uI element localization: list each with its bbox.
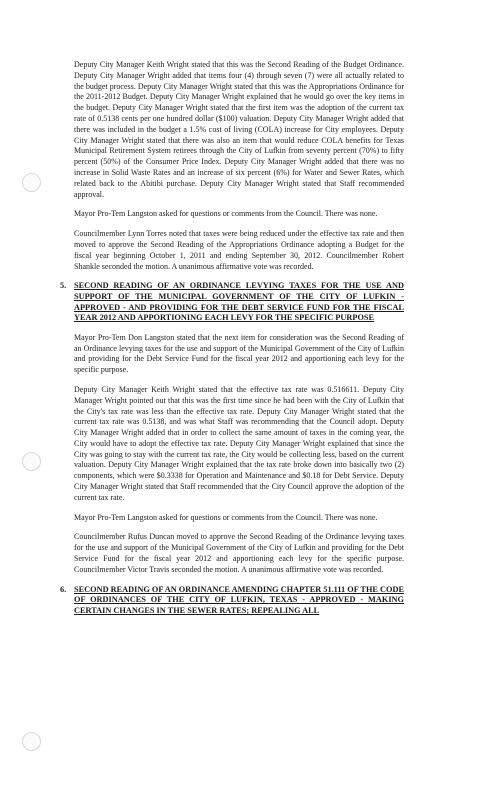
document-page: [60, 60, 404, 625]
paragraph-council-questions: Mayor Pro-Tem Langston asked for questions or comments from the Council. There was none.: [74, 209, 378, 219]
paragraph-council-questions: Mayor Pro-Tem Langston asked for questions or comments from the Council. There was none.: [74, 512, 378, 522]
item-heading: SECOND READING OF AN ORDINANCE AMENDING CHAPTER 51.111 OF THE CODE OF ORDINANCES OF THE CITY OF LUFKIN, TEXAS - APPROVED - MAKING CERTAIN CHANGES IN THE SEWER RATES; REPEALING ALL: [74, 584, 404, 615]
item-number: 5.: [60, 281, 67, 291]
paragraph-tax-levy-intro: Mayor Pro-Tem Don Langston stated that the next item for consideration was the Second Reading of an Ordinance levying taxes for the use and support of the Municipal Government of the City of Lufkin and providing for the Debt Service Fund for the fiscal year 2012 and apportioning each levy for the specific purpose.: [74, 332, 404, 375]
binder-hole: [22, 173, 41, 192]
agenda-item-5: [60, 281, 404, 323]
paragraph-motion-tax-levy: Councilmember Rufus Duncan moved to approve the Second Reading of the Ordinance levying taxes for the use and support of the Municipal Government of the City of Lufkin and providing for the Debt Service Fund for the fiscal year 2012 and apportioning each levy for the specific purpose. Councilmember Victor Travis seconded the motion. A unanimous affirmative vote was recorded.: [74, 532, 404, 574]
paragraph-tax-rate-explanation: Deputy City Manager Keith Wright stated that the effective tax rate was 0.516611. Deputy City Manager Wright pointed out that this was the first time since he had been with the City of Lufkin that the City's tax rate was less than the effective tax rate. Deputy City Manager Wright stated that the current tax rate was 0.5138, and was what Staff was recommending that the Council adopt. Deputy City Manager Wright added that in order to collect the same amount of taxes in the coming year, the City would have to adopt the effective tax rate. Deputy City Manager Wright explained that since the City was going to stay with the current tax rate, the City would be collecting less, based on the current valuation. Deputy City Manager Wright explained that the tax rate broke down into basically two (2) components, which were $0.3338 for Operation and Maintenance and $0.18 for Debt Service. Deputy City Manager Wright stated that Staff recommended that the City Council approve the adoption of the current tax rate.: [74, 384, 404, 502]
paragraph-motion-budget: Councilmember Lynn Torres noted that taxes were being reduced under the effective tax rate and then moved to approve the Second Reading of the Appropriations Ordinance adopting a Budget for the fiscal year beginning October 1, 2011 and ending September 30, 2012. Councilmember Robert Shankle seconded the motion. A unanimous affirmative vote was recorded.: [74, 229, 404, 271]
binder-hole: [22, 452, 41, 471]
item-number: 6.: [60, 584, 67, 594]
binder-hole: [22, 732, 41, 751]
paragraph-budget-explanation: Deputy City Manager Keith Wright stated that this was the Second Reading of the Budget Ordinance. Deputy City Manager Wright added that items four (4) through seven (7) were all actually related to the budget process. Deputy City Manager Wright stated that this was the Appropriations Ordinance for the 2011-2012 Budget. Deputy City Manager Wright explained that he would go over the key items in the budget. Deputy City Manager Wright stated that the first item was the adoption of the current tax rate of 0.5138 cents per one hundred dollar ($100) valuation. Deputy City Manager Wright added that there was included in the budget a 1.5% cost of living (COLA) increase for City employees. Deputy City Manager Wright stated that there was also an item that would reduce COLA benefits for Texas Municipal Retirement System retirees through the City of Lufkin from seventy percent (70%) to fifty percent (50%) of the Consumer Price Index. Deputy City Manager Wright added that there was no increase in Solid Waste Rates and an increase of six percent (6%) for Water and Sewer Rates, which related back to the Abitibi purchase. Deputy City Manager Wright stated that Staff recommended approval.: [74, 60, 404, 199]
item-heading: SECOND READING OF AN ORDINANCE LEVYING TAXES FOR THE USE AND SUPPORT OF THE MUNICIPAL GOVERNMENT OF THE CITY OF LUFKIN - APPROVED - AND PROVIDING FOR THE DEBT SERVICE FUND FOR THE FISCAL YEAR 2012 AND APPORTIONING EACH LEVY FOR THE SPECIFIC PURPOSE: [74, 281, 404, 323]
agenda-item-6: [60, 584, 404, 617]
